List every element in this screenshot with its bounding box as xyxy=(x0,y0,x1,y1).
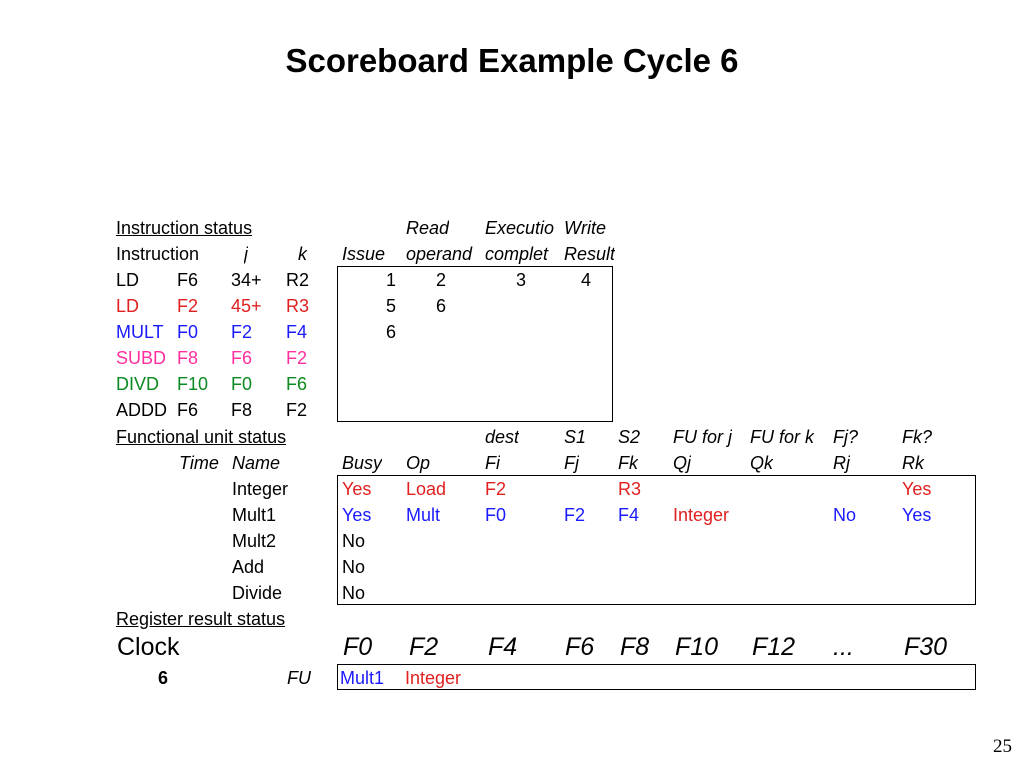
fu-busy: Yes xyxy=(342,505,372,525)
fu-header-name: Name xyxy=(232,453,281,473)
instr-write: 4 xyxy=(580,270,591,290)
fu-header-top-fj: Fj? xyxy=(833,427,859,447)
fu-status-box xyxy=(337,475,976,605)
fu-op: Load xyxy=(406,479,447,499)
fu-busy: Yes xyxy=(342,479,372,499)
instr-j: F2 xyxy=(231,322,253,342)
slide-title: Scoreboard Example Cycle 6 xyxy=(285,42,739,79)
clock-label: Clock xyxy=(117,633,180,661)
instr-j: F0 xyxy=(231,374,253,394)
fu-header-fi: Fi xyxy=(485,453,500,473)
instr-k: F2 xyxy=(286,400,308,420)
header-write: Result xyxy=(564,244,616,264)
header-write-top: Write xyxy=(564,218,606,238)
fu-header-rj: Rj xyxy=(833,453,850,473)
fu-header-fk: Fk xyxy=(618,453,638,473)
instr-k: R2 xyxy=(286,270,310,290)
instr-op: LD xyxy=(116,270,140,290)
register-header: F30 xyxy=(904,633,948,661)
instr-dest: F6 xyxy=(177,270,199,290)
instr-dest: F2 xyxy=(177,296,199,316)
fu-header-qk: Qk xyxy=(750,453,774,473)
fu-row-label: FU xyxy=(287,668,311,688)
fu-fi: F2 xyxy=(485,479,507,499)
instr-issue: 6 xyxy=(385,322,396,342)
register-header: F12 xyxy=(752,633,796,661)
instr-k: F4 xyxy=(286,322,308,342)
register-header: F4 xyxy=(488,633,518,661)
clock-value: 6 xyxy=(157,668,168,688)
instruction-status-label: Instruction status xyxy=(116,218,253,238)
fu-header-time: Time xyxy=(179,453,219,473)
fu-header-top-dest: dest xyxy=(485,427,520,447)
instr-issue: 5 xyxy=(385,296,396,316)
register-fu-value: Integer xyxy=(405,668,462,688)
fu-header-top-fu_j: FU for j xyxy=(673,427,733,447)
fu-rj: No xyxy=(833,505,857,525)
instr-j: 45+ xyxy=(231,296,262,316)
header-issue: Issue xyxy=(342,244,386,264)
instr-dest: F10 xyxy=(177,374,209,394)
fu-header-top-s2: S2 xyxy=(618,427,641,447)
register-status-label: Register result status xyxy=(116,609,286,629)
fu-header-busy: Busy xyxy=(342,453,383,473)
instr-j: 34+ xyxy=(231,270,262,290)
instr-op: MULT xyxy=(116,322,164,342)
instr-k: R3 xyxy=(286,296,310,316)
fu-status-label: Functional unit status xyxy=(116,427,287,447)
instr-op: SUBD xyxy=(116,348,167,368)
instr-read: 2 xyxy=(435,270,446,290)
fu-op: Mult xyxy=(406,505,441,525)
instr-read: 6 xyxy=(435,296,446,316)
fu-busy: No xyxy=(342,557,366,577)
fu-fk: R3 xyxy=(618,479,642,499)
register-header: F10 xyxy=(675,633,719,661)
instr-dest: F6 xyxy=(177,400,199,420)
instruction-status-box xyxy=(337,266,613,422)
fu-rk: Yes xyxy=(902,505,932,525)
fu-header-op: Op xyxy=(406,453,431,473)
instr-j: F8 xyxy=(231,400,253,420)
instr-dest: F8 xyxy=(177,348,199,368)
register-header: F0 xyxy=(343,633,373,661)
instr-issue: 1 xyxy=(385,270,396,290)
fu-name: Add xyxy=(232,557,265,577)
header-instruction: Instruction xyxy=(116,244,200,264)
instr-op: LD xyxy=(116,296,140,316)
fu-header-rk: Rk xyxy=(902,453,924,473)
fu-name: Mult1 xyxy=(232,505,277,525)
header-read: operand xyxy=(406,244,473,264)
fu-fk: F4 xyxy=(618,505,640,525)
fu-header-top-fu_k: FU for k xyxy=(750,427,815,447)
fu-header-top-s1: S1 xyxy=(564,427,587,447)
fu-header-qj: Qj xyxy=(673,453,691,473)
register-header: F6 xyxy=(565,633,595,661)
instr-dest: F0 xyxy=(177,322,199,342)
fu-fi: F0 xyxy=(485,505,507,525)
fu-rk: Yes xyxy=(902,479,932,499)
fu-name: Mult2 xyxy=(232,531,277,551)
header-read-top: Read xyxy=(406,218,450,238)
header-exec: complet xyxy=(485,244,549,264)
header-j: j xyxy=(244,244,248,264)
instr-k: F6 xyxy=(286,374,308,394)
instr-exec: 3 xyxy=(515,270,526,290)
fu-busy: No xyxy=(342,583,366,603)
fu-name: Integer xyxy=(232,479,289,499)
instr-k: F2 xyxy=(286,348,308,368)
register-fu-value: Mult1 xyxy=(340,668,385,688)
register-header: F2 xyxy=(409,633,439,661)
instr-op: DIVD xyxy=(116,374,160,394)
register-header: ... xyxy=(833,633,854,661)
fu-header-fj: Fj xyxy=(564,453,579,473)
header-k: k xyxy=(298,244,307,264)
fu-header-top-fk: Fk? xyxy=(902,427,933,447)
header-exec-top: Executio xyxy=(485,218,555,238)
instr-op: ADDD xyxy=(116,400,168,420)
fu-busy: No xyxy=(342,531,366,551)
fu-qj: Integer xyxy=(673,505,730,525)
register-header: F8 xyxy=(620,633,650,661)
fu-fj: F2 xyxy=(564,505,586,525)
register-status-box xyxy=(337,664,976,690)
page-number: 25 xyxy=(993,736,1012,757)
instr-j: F6 xyxy=(231,348,253,368)
fu-name: Divide xyxy=(232,583,283,603)
